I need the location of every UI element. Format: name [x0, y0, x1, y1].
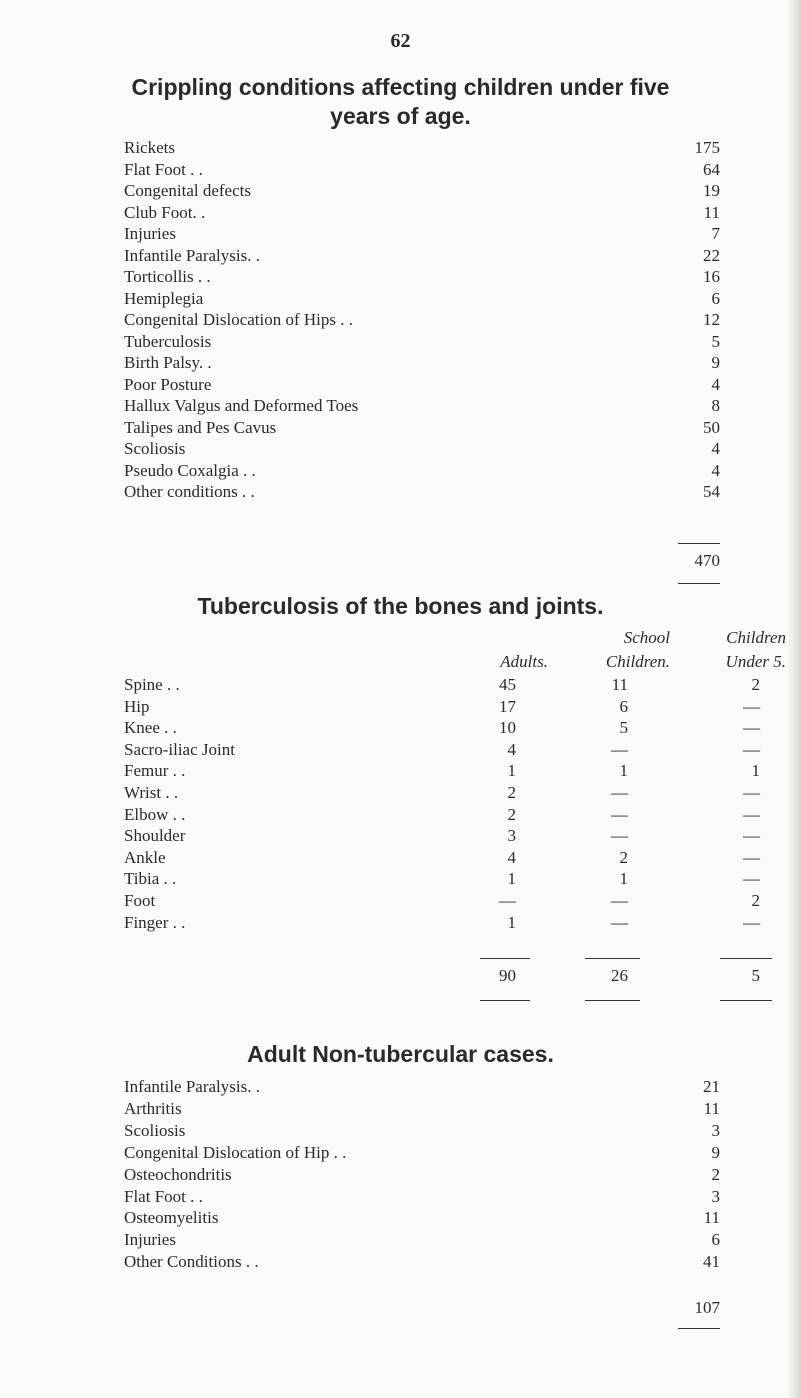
table-row: [124, 891, 784, 912]
cell-school: —: [611, 804, 628, 824]
section2-title: Tuberculosis of the bones and joints.: [197, 593, 604, 619]
row-label: Sacro-iliac Joint: [124, 739, 235, 759]
cell-school: 1: [619, 761, 628, 781]
cell-under5: —: [743, 804, 760, 824]
list-item: [124, 224, 724, 245]
cell-adults: 1: [507, 761, 516, 781]
list-item: [124, 418, 724, 439]
item-value: 6: [711, 288, 720, 308]
item-value: 21: [703, 1077, 720, 1096]
section2-rule-bottom-under5: [720, 1000, 772, 1001]
item-value: 22: [703, 245, 720, 265]
item-label: Rickets: [124, 138, 175, 157]
item-value: 4: [711, 374, 720, 394]
item-label: Scoliosis: [124, 1120, 186, 1140]
item-label: Flat Foot . .: [124, 159, 203, 179]
item-label: Injuries: [124, 224, 176, 243]
list-item: [124, 138, 724, 159]
section1-subtitle: years of age.: [330, 103, 471, 129]
item-label: Tuberculosis: [124, 331, 212, 351]
list-item: [124, 246, 724, 267]
total-adults: 90: [499, 966, 516, 985]
list-item: [124, 310, 724, 331]
table-row: [124, 826, 784, 847]
item-label: Hemiplegia: [124, 288, 204, 308]
item-label: Hallux Valgus and Deformed Toes: [124, 396, 359, 415]
item-value: 50: [703, 417, 720, 437]
cell-under5: 2: [751, 675, 760, 694]
item-value: 11: [703, 202, 720, 222]
row-label: Wrist . .: [124, 783, 179, 802]
list-item: [124, 267, 724, 288]
table-row: [124, 869, 784, 890]
section2-rule-bottom-adults: [480, 1000, 530, 1001]
list-item: [124, 1099, 724, 1120]
cell-school: 2: [619, 847, 628, 867]
col-adults-header: Adults.: [500, 652, 548, 671]
list-item: [124, 482, 724, 503]
cell-school: —: [611, 783, 628, 802]
item-value: 9: [711, 1142, 720, 1162]
cell-adults: 1: [507, 912, 516, 932]
section1-rule-bottom: [678, 583, 720, 584]
item-value: 4: [711, 460, 720, 480]
section2-rule-top-school: [585, 958, 640, 959]
item-label: Arthritis: [124, 1098, 182, 1118]
item-label: Congenital Dislocation of Hip . .: [124, 1142, 347, 1162]
list-item: [124, 396, 724, 417]
table-row: [124, 783, 784, 804]
list-item: [124, 461, 724, 482]
item-value: 12: [703, 310, 720, 329]
item-value: 9: [711, 353, 720, 372]
cell-school: 5: [619, 718, 628, 738]
row-label: Femur . .: [124, 761, 186, 781]
cell-school: 6: [619, 696, 628, 716]
list-item: [124, 203, 724, 224]
item-value: 8: [711, 396, 720, 415]
item-value: 11: [703, 1208, 720, 1228]
item-value: 19: [703, 181, 720, 200]
row-label: Knee . .: [124, 718, 177, 738]
row-label: Foot: [124, 891, 156, 910]
total-school: 26: [611, 966, 628, 985]
cell-under5: 2: [751, 891, 760, 910]
cell-school: —: [611, 826, 628, 846]
cell-adults: 45: [499, 675, 516, 694]
item-value: 54: [703, 482, 720, 501]
cell-under5: —: [743, 826, 760, 846]
total-under5: 5: [751, 966, 760, 985]
cell-under5: 1: [751, 761, 760, 781]
col-children-header-1: Children: [726, 628, 786, 647]
section3-rule-bottom: [678, 1328, 720, 1329]
cell-under5: —: [743, 783, 760, 802]
list-item: [124, 160, 724, 181]
cell-adults: 17: [499, 696, 516, 716]
cell-school: —: [611, 739, 628, 759]
cell-school: 11: [611, 675, 628, 694]
item-value: 175: [694, 138, 720, 157]
list-item: [124, 353, 724, 374]
table-row: [124, 761, 784, 782]
cell-under5: —: [743, 912, 760, 932]
item-label: Congenital defects: [124, 181, 251, 200]
col-school-header-2: Children.: [605, 652, 670, 671]
cell-adults: 2: [507, 783, 516, 802]
list-item: [124, 1252, 724, 1273]
item-label: Infantile Paralysis. .: [124, 1077, 260, 1096]
item-label: Scoliosis: [124, 439, 186, 458]
table-row: [124, 913, 784, 934]
row-label: Hip: [124, 696, 150, 716]
cell-under5: —: [743, 847, 760, 867]
section3-total: 107: [694, 1298, 720, 1317]
cell-adults: 3: [507, 826, 516, 846]
list-item: [124, 1143, 724, 1164]
item-value: 2: [711, 1164, 720, 1184]
cell-school: —: [611, 891, 628, 910]
list-item: [124, 289, 724, 310]
item-label: Torticollis . .: [124, 267, 211, 286]
section1-total: 470: [694, 551, 720, 570]
item-label: Club Foot. .: [124, 202, 206, 222]
list-item: [124, 332, 724, 353]
table-row: [124, 697, 784, 718]
table-row: [124, 740, 784, 761]
item-label: Osteochondritis: [124, 1164, 232, 1184]
list-item: [124, 1230, 724, 1251]
table-row: [124, 848, 784, 869]
table-row: [124, 675, 784, 696]
cell-school: 1: [619, 869, 628, 889]
row-label: Spine . .: [124, 675, 180, 694]
item-label: Congenital Dislocation of Hips . .: [124, 310, 354, 329]
item-label: Infantile Paralysis. .: [124, 245, 260, 265]
list-item: [124, 375, 724, 396]
section3-title: Adult Non-tubercular cases.: [247, 1041, 554, 1067]
section2-rule-top-under5: [720, 958, 772, 959]
cell-adults: 10: [499, 718, 516, 738]
item-value: 3: [711, 1186, 720, 1206]
table-row: [124, 805, 784, 826]
item-value: 6: [711, 1230, 720, 1250]
item-label: Poor Posture: [124, 374, 212, 394]
list-item: [124, 1187, 724, 1208]
list-item: [124, 1208, 724, 1229]
item-label: Injuries: [124, 1230, 176, 1250]
item-value: 16: [703, 267, 720, 286]
cell-adults: 1: [507, 869, 516, 889]
row-label: Shoulder: [124, 826, 186, 846]
page-edge-shadow: [787, 0, 801, 1398]
item-value: 11: [703, 1098, 720, 1118]
item-value: 7: [711, 224, 720, 243]
cell-under5: —: [743, 718, 760, 738]
cell-adults: 4: [507, 739, 516, 759]
item-label: Talipes and Pes Cavus: [124, 417, 277, 437]
section2-rule-bottom-school: [585, 1000, 640, 1001]
table-row: [124, 718, 784, 739]
cell-adults: 4: [507, 847, 516, 867]
cell-school: —: [611, 912, 628, 932]
row-label: Elbow . .: [124, 804, 186, 824]
item-value: 3: [711, 1120, 720, 1140]
item-label: Osteomyelitis: [124, 1208, 219, 1228]
section1-title: Crippling conditions affecting children under five: [131, 74, 670, 100]
row-label: Finger . .: [124, 912, 186, 932]
section1-rule-top: [678, 543, 720, 544]
list-item: [124, 439, 724, 460]
totals-row: [124, 966, 784, 987]
item-label: Other Conditions . .: [124, 1252, 259, 1272]
cell-under5: —: [743, 696, 760, 716]
cell-adults: —: [499, 891, 516, 910]
list-item: [124, 1165, 724, 1186]
item-label: Other conditions . .: [124, 482, 255, 501]
row-label: Tibia . .: [124, 869, 177, 889]
section2-rule-top-adults: [480, 958, 530, 959]
item-value: 41: [703, 1252, 720, 1272]
cell-adults: 2: [507, 804, 516, 824]
item-label: Pseudo Coxalgia . .: [124, 460, 256, 480]
page-number: 62: [390, 30, 411, 52]
list-item: [124, 181, 724, 202]
list-item: [124, 1077, 724, 1098]
row-label: Ankle: [124, 847, 166, 867]
cell-under5: —: [743, 869, 760, 889]
item-value: 64: [703, 159, 720, 179]
col-children-header-2: Under 5.: [725, 652, 786, 671]
item-label: Birth Palsy. .: [124, 353, 212, 372]
item-label: Flat Foot . .: [124, 1186, 203, 1206]
cell-under5: —: [743, 739, 760, 759]
item-value: 5: [711, 331, 720, 351]
list-item: [124, 1121, 724, 1142]
col-school-header-1: School: [623, 628, 670, 647]
item-value: 4: [711, 439, 720, 458]
